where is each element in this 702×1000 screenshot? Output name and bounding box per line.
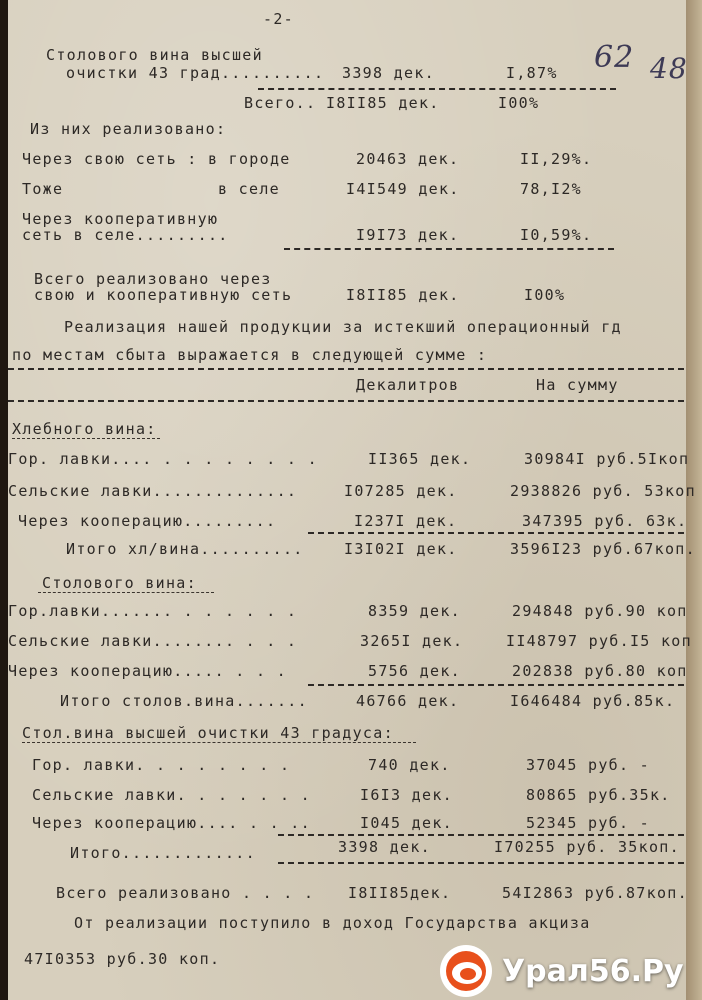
realized-row2-label2: в селе xyxy=(218,180,280,198)
realized-total-amount: I8II85 дек. xyxy=(346,286,460,304)
realized-row3-label2: сеть в селе......... xyxy=(22,226,229,244)
section1-heading: Хлебного вина: xyxy=(12,420,157,438)
section1-total-amount: I3I02I дек. xyxy=(344,540,458,558)
grand-total-amount: I8II85дек. xyxy=(348,884,452,902)
section2-row2-amount: 3265I дек. xyxy=(360,632,464,650)
section1-row1-sum: 30984I руб.5Iкоп xyxy=(524,450,690,468)
section2-row2-sum: II48797 руб.I5 коп xyxy=(506,632,692,650)
section2-row1-sum: 294848 руб.90 коп xyxy=(512,602,688,620)
watermark-text: Урал56.Ру xyxy=(502,953,684,989)
intro-row1-label2: очистки 43 град.......... xyxy=(66,64,325,82)
section2-row2-label: Сельские лавки........ . . . xyxy=(8,632,298,650)
section2-row1-label: Гор.лавки....... . . . . . . xyxy=(8,602,298,620)
logo-icon xyxy=(440,945,492,997)
section3-row2-sum: 80865 руб.35к. xyxy=(526,786,671,804)
watermark-logo xyxy=(440,944,684,998)
section3-total-sum: I70255 руб. 35коп. xyxy=(494,838,680,856)
realized-row3-label1: Через кооперативную xyxy=(22,210,219,228)
intro-total-pct: I00% xyxy=(498,94,540,112)
section3-heading-underline xyxy=(22,742,416,743)
handwritten-number-right: 48 xyxy=(650,52,688,85)
section1-total-label: Итого хл/вина.......... xyxy=(66,540,304,558)
intro-row1-amount: 3398 дек. xyxy=(342,64,435,82)
realized-row3-pct: I0,59%. xyxy=(520,226,593,244)
section3-row1-amount: 740 дек. xyxy=(368,756,451,774)
section3-row3-sum: 52345 руб. - xyxy=(526,814,650,832)
realized-total-label2: свою и кооперативную сеть xyxy=(34,286,293,304)
section3-total-amount: 3398 дек. xyxy=(338,838,431,856)
realized-total-pct: I00% xyxy=(524,286,566,304)
paragraph-line2: по местам сбыта выражается в следующей сумме : xyxy=(12,346,488,364)
section2-total-amount: 46766 дек. xyxy=(356,692,460,710)
section1-heading-underline xyxy=(12,438,160,439)
realized-row2-label: Тоже xyxy=(22,180,64,198)
intro-row1-label1: Столового вина высшей xyxy=(46,46,263,64)
section3-row2-amount: I6I3 дек. xyxy=(360,786,453,804)
realized-row2-amount: I4I549 дек. xyxy=(346,180,460,198)
column-header-sum: На сумму xyxy=(536,376,619,394)
realized-total-label1: Всего реализовано через xyxy=(34,270,272,288)
realized-heading: Из них реализовано: xyxy=(30,120,227,138)
header-rule xyxy=(8,400,684,402)
intro-row1-pct: I,87% xyxy=(506,64,558,82)
intro-total-label: Всего.. xyxy=(244,94,317,112)
section1-row3-sum: 347395 руб. 63к. xyxy=(522,512,688,530)
grand-total-sum: 54I2863 руб.87коп. xyxy=(502,884,688,902)
realized-row1-pct: II,29%. xyxy=(520,150,593,168)
section1-row3-label: Через кооперацию......... xyxy=(18,512,277,530)
realized-underline xyxy=(284,248,614,250)
handwritten-number-left: 62 xyxy=(594,40,635,75)
realized-row1-amount: 20463 дек. xyxy=(356,150,460,168)
paragraph-rule xyxy=(8,368,684,370)
page-number: -2- xyxy=(263,10,294,28)
realized-row1-label: Через свою сеть : в городе xyxy=(22,150,291,168)
section3-row3-amount: I045 дек. xyxy=(360,814,453,832)
section2-heading-underline xyxy=(38,592,214,593)
document-page xyxy=(8,0,696,1000)
paragraph-line1: Реализация нашей продукции за истекший операционный гд xyxy=(64,318,622,336)
section1-row1-amount: II365 дек. xyxy=(368,450,472,468)
section3-row1-sum: 37045 руб. - xyxy=(526,756,650,774)
section3-total-underline xyxy=(278,862,684,864)
intro-total-amount: I8II85 дек. xyxy=(326,94,440,112)
section2-row3-amount: 5756 дек. xyxy=(368,662,461,680)
section1-row3-amount: I237I дек. xyxy=(354,512,458,530)
section1-row2-amount: I07285 дек. xyxy=(344,482,458,500)
section1-underline xyxy=(308,532,684,534)
section3-row2-label: Сельские лавки. . . . . . . xyxy=(32,786,311,804)
section1-row2-sum: 2938826 руб. 53коп xyxy=(510,482,696,500)
section1-total-sum: 3596I23 руб.67коп. xyxy=(510,540,696,558)
intro-underline xyxy=(258,88,616,90)
section3-underline xyxy=(278,834,684,836)
section3-heading: Стол.вина высшей очистки 43 градуса: xyxy=(22,724,394,742)
section3-row3-label: Через кооперацию.... . . .. xyxy=(32,814,311,832)
section2-row3-sum: 202838 руб.80 коп xyxy=(512,662,688,680)
section2-row1-amount: 8359 дек. xyxy=(368,602,461,620)
section3-row1-label: Гор. лавки. . . . . . . . xyxy=(32,756,291,774)
closing-line1: От реализации поступило в доход Государства акциза xyxy=(74,914,591,932)
section1-row2-label: Сельские лавки.............. xyxy=(8,482,298,500)
section2-underline xyxy=(308,684,684,686)
realized-row2-pct: 78,I2% xyxy=(520,180,582,198)
section2-total-sum: I646484 руб.85к. xyxy=(510,692,676,710)
closing-line2: 47I0353 руб.30 коп. xyxy=(24,950,221,968)
section3-total-label: Итого............. xyxy=(70,844,256,862)
section2-total-label: Итого столов.вина....... xyxy=(60,692,308,710)
section1-row1-label: Гор. лавки.... . . . . . . . . xyxy=(8,450,318,468)
grand-total-label: Всего реализовано . . . . xyxy=(56,884,315,902)
realized-row3-amount: I9I73 дек. xyxy=(356,226,460,244)
right-page-edge xyxy=(684,0,702,1000)
section2-row3-label: Через кооперацию..... . . . xyxy=(8,662,287,680)
section2-heading: Столового вина: xyxy=(42,574,197,592)
column-header-decaliters: Декалитров xyxy=(356,376,460,394)
